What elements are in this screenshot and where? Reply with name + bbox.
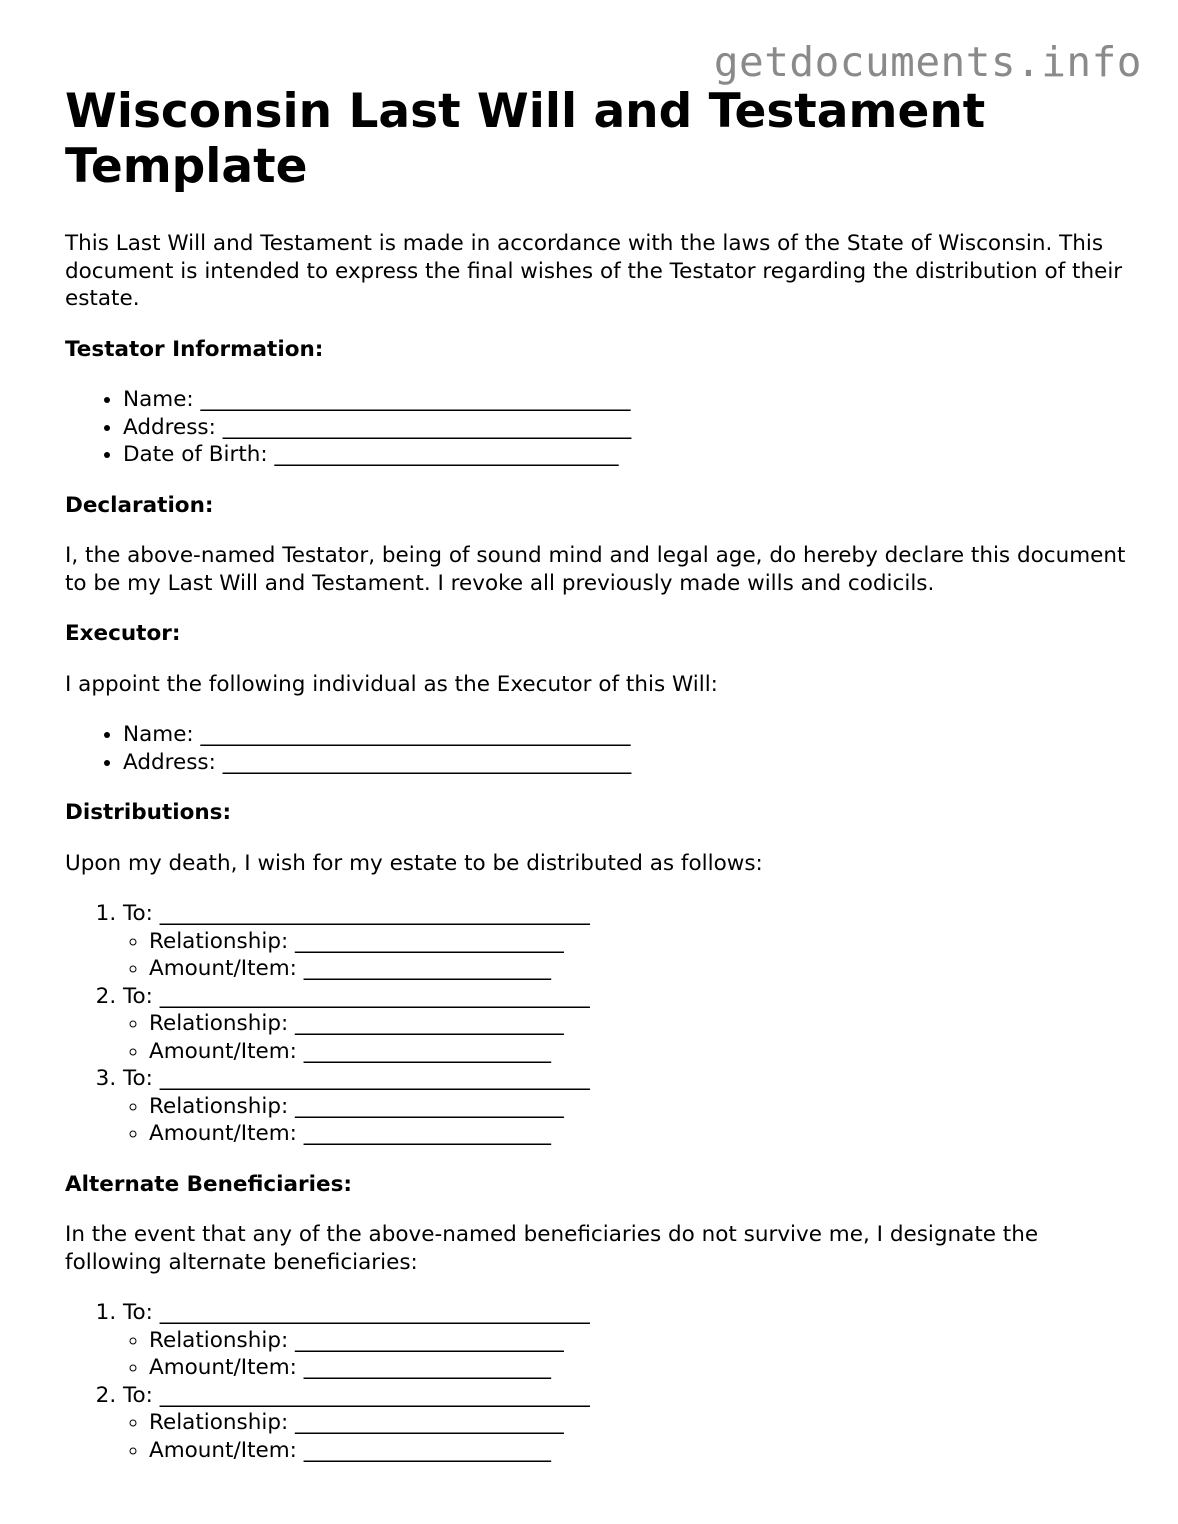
distributions-heading: Distributions: [65, 800, 232, 825]
document-title: Wisconsin Last Will and Testament Template [65, 84, 986, 194]
distribution-to-field: To: ________________________________________ [123, 1066, 590, 1091]
testator-fields [65, 386, 1135, 469]
distribution-item [123, 900, 1135, 983]
executor-name-field: • Name: ________________________________________ [123, 721, 1135, 749]
distribution-relationship-field: ◦ Relationship: _________________________ [149, 1010, 1135, 1038]
alternate-amount-field: ◦ Amount/Item: _______________________ [149, 1437, 1135, 1465]
alternate-relationship-field: ◦ Relationship: _________________________ [149, 1409, 1135, 1437]
distribution-amount-field: ◦ Amount/Item: _______________________ [149, 955, 1135, 983]
testator-dob-field: • Date of Birth: ________________________________ [123, 441, 1135, 469]
executor-text: I appoint the following individual as the Executor of this Will: [65, 671, 718, 697]
testator-name-field: • Name: ________________________________________ [123, 386, 1135, 414]
distribution-to-field: To: ________________________________________ [123, 901, 590, 926]
testator-address-field: • Address: ______________________________________ [123, 414, 1135, 442]
executor-address-field: • Address: ______________________________________ [123, 749, 1135, 777]
distribution-relationship-field: ◦ Relationship: _________________________ [149, 928, 1135, 956]
document-page [65, 84, 1135, 1487]
distributions-text: Upon my death, I wish for my estate to be distributed as follows: [65, 850, 763, 876]
alternate-item [123, 1299, 1135, 1382]
alternates-heading: Alternate Beneficiaries: [65, 1171, 352, 1197]
alternate-to-field: To: ________________________________________ [123, 1300, 590, 1325]
executor-fields [65, 721, 1135, 776]
alternate-item [123, 1382, 1135, 1465]
declaration-heading: Declaration: [65, 492, 214, 518]
distribution-relationship-field: ◦ Relationship: _________________________ [149, 1093, 1135, 1121]
alternate-amount-field: ◦ Amount/Item: _______________________ [149, 1354, 1135, 1382]
executor-heading: Executor: [65, 621, 181, 646]
distribution-amount-field: ◦ Amount/Item: _______________________ [149, 1120, 1135, 1148]
distributions-list [65, 900, 1135, 1148]
testator-heading: Testator Information: [65, 336, 324, 362]
watermark: getdocuments.info [713, 38, 1142, 86]
intro-paragraph: This Last Will and Testament is made in accordance with the laws of the State of Wisconsin. This document is intended to express the final wishes of the Testator regarding the distribution of their estate. [65, 231, 1123, 311]
distribution-item [123, 1065, 1135, 1148]
alternate-relationship-field: ◦ Relationship: _________________________ [149, 1327, 1135, 1355]
declaration-text: I, the above-named Testator, being of sound mind and legal age, do hereby declare this document to be my Last Will and Testament. I revoke all previously made wills and codicils. [65, 543, 1126, 596]
distribution-item [123, 983, 1135, 1066]
alternates-list [65, 1299, 1135, 1464]
alternates-text: In the event that any of the above-named beneficiaries do not survive me, I designate the following alternate beneficiaries: [65, 1222, 1039, 1275]
distribution-to-field: To: ________________________________________ [123, 983, 590, 1009]
alternate-to-field: To: ________________________________________ [123, 1382, 590, 1408]
distribution-amount-field: ◦ Amount/Item: _______________________ [149, 1038, 1135, 1066]
